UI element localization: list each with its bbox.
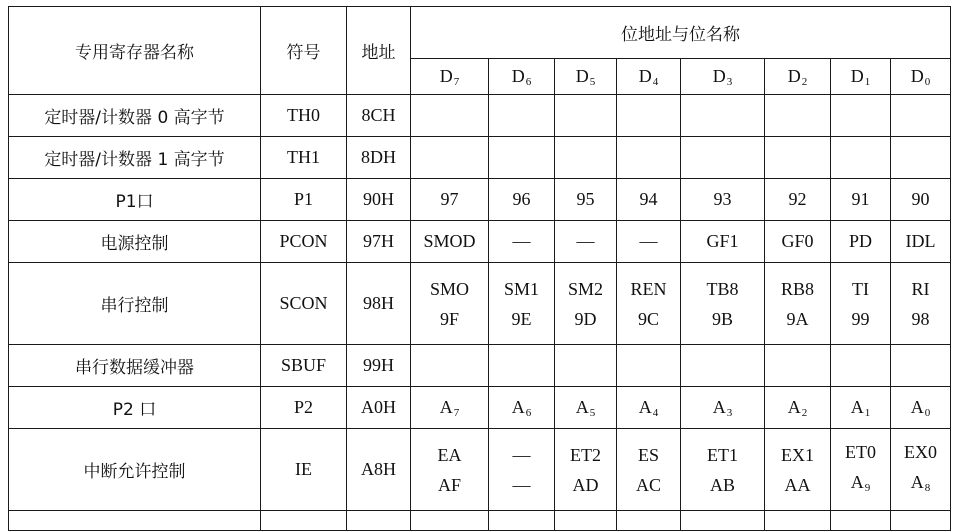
symbol-cell [261, 511, 347, 531]
bit-name: EX1 [781, 444, 814, 465]
bit-cell: $A_1$ [831, 387, 891, 429]
register-address: A8H [347, 429, 411, 511]
table-row [9, 429, 951, 511]
register-name: 串行控制 [9, 263, 261, 345]
bit-cell: $A_2$ [765, 387, 831, 429]
bit-cell [555, 429, 617, 511]
bit-name: ET2 [570, 444, 601, 465]
bit-cell: $A_6$ [489, 387, 555, 429]
bit-name: EX0 [904, 441, 937, 462]
bit-cell: GF0 [765, 221, 831, 263]
bit-cell: — [555, 221, 617, 263]
bit-cell: SMOD [411, 221, 489, 263]
register-name: 定时器/计数器 0 高字节 [9, 95, 261, 137]
bit-cell [411, 263, 489, 345]
table-row [9, 345, 951, 387]
bit-cell [831, 429, 891, 511]
register-address: 99H [347, 345, 411, 387]
table-row [9, 221, 951, 263]
register-name: 电源控制 [9, 221, 261, 263]
register-address: 8DH [347, 137, 411, 179]
register-symbol: TH0 [261, 95, 347, 137]
bit-cell [489, 95, 555, 137]
bit-address: 9A [786, 308, 809, 329]
table-row [9, 387, 951, 429]
register-symbol: P1 [261, 179, 347, 221]
register-symbol: SCON [261, 263, 347, 345]
bit-address: 9D [574, 308, 597, 329]
bit-cell [617, 137, 681, 179]
bit-cell [765, 511, 831, 531]
bit-header-d5: $D_5$ [555, 59, 617, 95]
register-name: P1口 [9, 179, 261, 221]
bit-address: AF [437, 474, 461, 495]
bit-address: 9F [439, 308, 459, 329]
bit-cell [681, 263, 765, 345]
bit-cell: 97 [411, 179, 489, 221]
bit-cell: GF1 [681, 221, 765, 263]
bit-cell [891, 429, 951, 511]
table-row [9, 95, 951, 137]
bit-name: TI [852, 278, 869, 299]
bit-cell [765, 95, 831, 137]
register-name: 中断允许控制 [9, 429, 261, 511]
bit-cell [617, 345, 681, 387]
bit-cell [891, 511, 951, 531]
bit-address: 99 [851, 308, 870, 329]
bit-cell [681, 511, 765, 531]
bit-cell: 92 [765, 179, 831, 221]
bit-cell: 96 [489, 179, 555, 221]
bit-header-d0: $D_0$ [891, 59, 951, 95]
bit-address: AD [572, 474, 599, 495]
table-row [9, 179, 951, 221]
bit-address: 9E [511, 308, 532, 329]
address-cell [347, 511, 411, 531]
register-address: 98H [347, 263, 411, 345]
bit-cell [555, 137, 617, 179]
bit-cell [831, 511, 891, 531]
bit-address: 98 [911, 308, 930, 329]
bit-name: — [512, 444, 531, 465]
bit-cell [617, 429, 681, 511]
bit-cell: $A_4$ [617, 387, 681, 429]
bit-cell [765, 429, 831, 511]
bit-cell [681, 429, 765, 511]
bit-cell [617, 95, 681, 137]
bit-cell [891, 95, 951, 137]
bit-cell: PD [831, 221, 891, 263]
bit-address: 9B [711, 308, 733, 329]
bit-cell: 95 [555, 179, 617, 221]
bit-name: ES [637, 444, 659, 465]
bit-cell [891, 137, 951, 179]
bit-cell [411, 429, 489, 511]
bit-cell [831, 137, 891, 179]
bit-cell: $A_3$ [681, 387, 765, 429]
bit-name: RI [911, 278, 930, 299]
header-address: 地址 [347, 7, 411, 95]
bit-cell [411, 137, 489, 179]
register-address: A0H [347, 387, 411, 429]
header-name: 专用寄存器名称 [9, 7, 261, 95]
bit-header-d4: $D_4$ [617, 59, 681, 95]
bit-cell [681, 95, 765, 137]
register-symbol: TH1 [261, 137, 347, 179]
bit-cell [765, 345, 831, 387]
bit-cell [765, 263, 831, 345]
bit-cell [555, 345, 617, 387]
bit-header-d6: $D_6$ [489, 59, 555, 95]
bit-name: SM2 [567, 278, 603, 299]
bit-cell [489, 345, 555, 387]
bit-cell [411, 95, 489, 137]
register-address: 97H [347, 221, 411, 263]
bit-name: SM1 [503, 278, 539, 299]
bit-cell: $A_7$ [411, 387, 489, 429]
register-address: 8CH [347, 95, 411, 137]
bit-address: AA [784, 474, 811, 495]
header-symbol: 符号 [261, 7, 347, 95]
bit-cell: — [489, 221, 555, 263]
table-row [9, 137, 951, 179]
bit-address: AC [635, 474, 661, 495]
bit-header-d1: $D_1$ [831, 59, 891, 95]
bit-cell [555, 511, 617, 531]
bit-cell [555, 95, 617, 137]
bit-name: RB8 [780, 278, 814, 299]
bit-cell [489, 429, 555, 511]
bit-name: ET0 [845, 441, 876, 462]
bit-cell: — [617, 221, 681, 263]
bit-address: $A_9$ [850, 471, 871, 494]
bit-cell [489, 511, 555, 531]
bit-cell [617, 511, 681, 531]
bit-address: 9C [637, 308, 659, 329]
register-address: 90H [347, 179, 411, 221]
bit-header-d7: $D_7$ [411, 59, 489, 95]
bit-cell [891, 345, 951, 387]
bit-cell [831, 345, 891, 387]
bit-name: EA [437, 444, 462, 465]
bit-cell: $A_0$ [891, 387, 951, 429]
bit-name: SMO [429, 278, 469, 299]
bit-name: ET1 [707, 444, 738, 465]
bit-cell: 91 [831, 179, 891, 221]
register-symbol: SBUF [261, 345, 347, 387]
bit-cell [555, 263, 617, 345]
sfr-table [8, 6, 951, 531]
register-name: 串行数据缓冲器 [9, 345, 261, 387]
bit-header-d2: $D_2$ [765, 59, 831, 95]
bit-address: — [512, 474, 531, 495]
bit-cell: $A_5$ [555, 387, 617, 429]
bit-cell [489, 137, 555, 179]
bit-cell [489, 263, 555, 345]
bit-cell [891, 263, 951, 345]
bit-cell [765, 137, 831, 179]
register-symbol: P2 [261, 387, 347, 429]
bit-name: TB8 [706, 278, 739, 299]
bit-cell [681, 345, 765, 387]
register-symbol: IE [261, 429, 347, 511]
bit-cell: 94 [617, 179, 681, 221]
bit-name: REN [630, 278, 667, 299]
bit-cell: IDL [891, 221, 951, 263]
name-cell [9, 511, 261, 531]
bit-cell [411, 511, 489, 531]
register-symbol: PCON [261, 221, 347, 263]
bit-cell [411, 345, 489, 387]
bit-cell [681, 137, 765, 179]
bit-cell: 90 [891, 179, 951, 221]
bit-address: $A_8$ [910, 471, 931, 494]
register-name: 定时器/计数器 1 高字节 [9, 137, 261, 179]
bit-cell: 93 [681, 179, 765, 221]
table-row [9, 263, 951, 345]
bit-address: AB [709, 474, 735, 495]
register-name: P2 口 [9, 387, 261, 429]
bit-header-d3: $D_3$ [681, 59, 765, 95]
bit-cell [617, 263, 681, 345]
header-bits-title: 位地址与位名称 [411, 7, 951, 59]
bit-cell [831, 95, 891, 137]
table-row [9, 511, 951, 531]
bit-cell [831, 263, 891, 345]
